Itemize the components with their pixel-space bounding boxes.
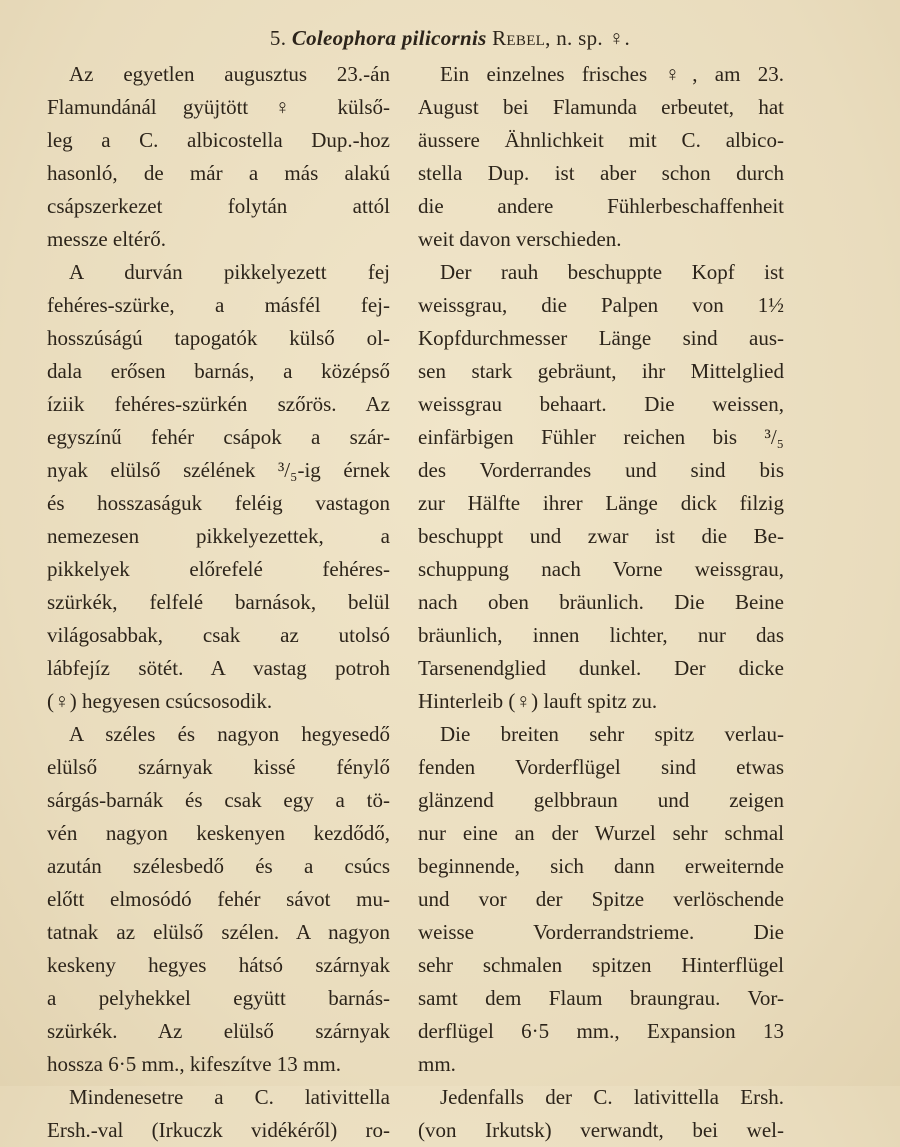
text-line: elülső szárnyak kissé fénylő	[47, 755, 390, 779]
text-line: pikkelyek előrefelé fehéres-	[47, 557, 390, 581]
text-line: hossza 6·5 mm., kifeszítve 13 mm.	[47, 1052, 341, 1076]
text-line: Ein einzelnes frisches ♀, am 23.	[440, 62, 784, 86]
text-line: nach oben bräunlich. Die Beine	[418, 590, 784, 614]
text-line: fenden Vorderflügel sind etwas	[418, 755, 784, 779]
text-line: Tarsenendglied dunkel. Der dicke	[418, 656, 784, 680]
text-line: bräunlich, innen lichter, nur das	[418, 623, 784, 647]
text-line: csápszerkezet folytán attól	[47, 194, 390, 218]
text-line: Mindenesetre a C. lativittella	[69, 1085, 390, 1109]
text-line: lábfejíz sötét. A vastag potroh	[47, 656, 390, 680]
text-line: íziik fehéres-szürkén szőrös. Az	[47, 392, 390, 416]
text-line: und vor der Spitze verlöschende	[418, 887, 784, 911]
text-line: samt dem Flaum braungrau. Vor-	[418, 986, 784, 1010]
text-line: A széles és nagyon hegyesedő	[69, 722, 390, 746]
text-line: schuppung nach Vorne weissgrau,	[418, 557, 784, 581]
text-line: előtt elmosódó fehér sávot mu-	[47, 887, 390, 911]
text-line: weisse Vorderrandstrieme. Die	[418, 920, 784, 944]
text-line: tatnak az elülső szélen. A nagyon	[47, 920, 390, 944]
text-line: nemezesen pikkelyezettek, a	[47, 524, 390, 548]
species-author: Rebel	[492, 26, 546, 50]
text-line: Hinterleib (♀) lauft spitz zu.	[418, 689, 658, 713]
page-header	[0, 26, 900, 51]
text-line: weissgrau, die Palpen von 1½	[418, 293, 784, 317]
text-line: weit davon verschieden.	[418, 227, 622, 251]
text-line: August bei Flamunda erbeutet, hat	[418, 95, 784, 119]
text-line: sen stark gebräunt, ihr Mittelglied	[418, 359, 784, 383]
text-line: beginnende, sich dann erweiternde	[418, 854, 784, 878]
text-line: Kopfdurchmesser Länge sind aus-	[418, 326, 784, 350]
german-text-column	[418, 58, 784, 1147]
text-line: szürkék. Az elülső szárnyak	[47, 1019, 390, 1043]
text-line: stella Dup. ist aber schon durch	[418, 161, 784, 185]
text-line: dala erősen barnás, a középső	[47, 359, 390, 383]
text-line: sárgás-barnák és csak egy a tö-	[47, 788, 390, 812]
text-line: nyak elülső szélének ³/₅-ig érnek	[47, 458, 390, 482]
section-number: 5.	[269, 26, 287, 50]
text-line: des Vorderrandes und sind bis	[418, 458, 784, 482]
text-line: glänzend gelbbraun und zeigen	[418, 788, 784, 812]
text-line: (♀) hegyesen csúcsosodik.	[47, 689, 273, 713]
text-line: a pelyhekkel együtt barnás-	[47, 986, 390, 1010]
text-line: (von Irkutsk) verwandt, bei wel-	[418, 1118, 784, 1142]
text-line: Flamundánál gyüjtött ♀ külső-	[47, 95, 390, 119]
text-line: hasonló, de már a más alakú	[47, 161, 390, 185]
text-line: sehr schmalen spitzen Hinterflügel	[418, 953, 784, 977]
text-line: Ersh.-val (Irkuczk vidékéről) ro-	[47, 1118, 390, 1142]
text-line: Der rauh beschuppte Kopf ist	[440, 260, 784, 284]
text-line: és hosszaságuk feléig vastagon	[47, 491, 390, 515]
text-line: vén nagyon keskenyen kezdődő,	[47, 821, 390, 845]
text-line: fehéres-szürke, a másfél fej-	[47, 293, 390, 317]
text-line: weissgrau behaart. Die weissen,	[418, 392, 784, 416]
text-line: Az egyetlen augusztus 23.-án	[69, 62, 390, 86]
hungarian-text-column	[47, 58, 390, 1147]
text-line: hosszúságú tapogatók külső ol-	[47, 326, 390, 350]
text-line: keskeny hegyes hátsó szárnyak	[47, 953, 390, 977]
text-line: die andere Fühlerbeschaffenheit	[418, 194, 784, 218]
text-line: äussere Ähnlichkeit mit C. albico-	[418, 128, 784, 152]
text-line: Die breiten sehr spitz verlau-	[440, 722, 784, 746]
text-line: derflügel 6·5 mm., Expansion 13	[418, 1019, 784, 1043]
text-line: egyszínű fehér csápok a szár-	[47, 425, 390, 449]
text-line: A durván pikkelyezett fej	[69, 260, 390, 284]
text-line: einfärbigen Fühler reichen bis ³/₅	[418, 425, 784, 449]
text-line: mm.	[418, 1052, 456, 1076]
text-line: Jedenfalls der C. lativittella Ersh.	[440, 1085, 784, 1109]
text-line: messze eltérő.	[47, 227, 166, 251]
species-name: Coleophora pilicornis	[291, 26, 487, 50]
text-line: zur Hälfte ihrer Länge dick filzig	[418, 491, 784, 515]
text-line: leg a C. albicostella Dup.-hoz	[47, 128, 390, 152]
text-line: beschuppt und zwar ist die Be-	[418, 524, 784, 548]
text-line: nur eine an der Wurzel sehr schmal	[418, 821, 784, 845]
species-suffix: , n. sp. ♀.	[545, 26, 631, 50]
text-line: szürkék, felfelé barnások, belül	[47, 590, 390, 614]
text-line: világosabbak, csak az utolsó	[47, 623, 390, 647]
text-line: azután szélesbedő és a csúcs	[47, 854, 390, 878]
